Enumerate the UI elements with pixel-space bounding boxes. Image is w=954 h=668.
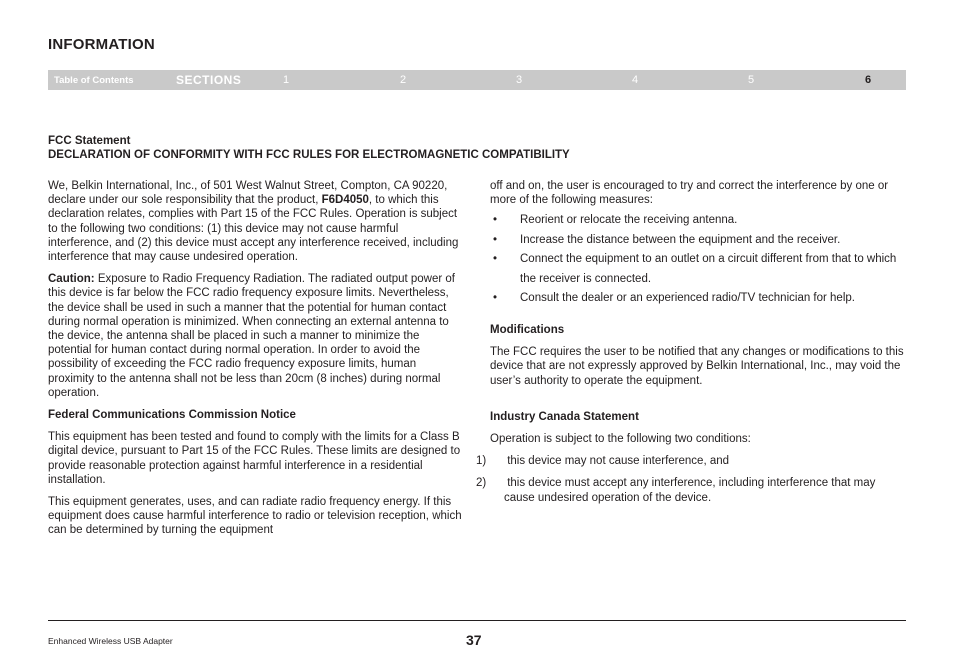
list-item xyxy=(490,211,908,231)
bullet-icon: • xyxy=(493,253,498,266)
fcc-heading-block xyxy=(48,134,570,162)
product-code: F6D4050 xyxy=(321,194,369,207)
industry-canada-heading: Industry Canada Statement xyxy=(490,410,639,423)
list-item-text: Connect the equipment to an outlet on a circuit different from that to which the receiver is connected. xyxy=(520,253,897,285)
section-link-6[interactable]: 6 xyxy=(865,74,872,86)
declaration-paragraph xyxy=(48,179,462,264)
bullet-icon: • xyxy=(493,214,498,227)
footer-divider xyxy=(48,620,906,621)
list-item xyxy=(490,289,908,309)
sections-label: SECTIONS xyxy=(176,73,242,87)
list-item xyxy=(476,476,908,504)
left-column xyxy=(48,179,462,546)
bullet-icon: • xyxy=(493,233,498,246)
fcc-notice-paragraph-2: This equipment generates, uses, and can radiate radio frequency energy. If this equipment does cause harmful interference to radio or television reception, which can be determined by turning the equipment xyxy=(48,496,462,537)
measures-list xyxy=(490,211,908,309)
footer-product-name: Enhanced Wireless USB Adapter xyxy=(48,636,173,646)
section-link-4[interactable]: 4 xyxy=(632,74,639,86)
caution-text: Exposure to Radio Frequency Radiation. The radiated output power of this device is far below the FCC radio frequency exposure limits. Nevertheless, the device shall be used in such a manner that the potential for human contact during normal operation is minimized. When connecting an external antenna to the device, the antenna shall be placed in such a manner to minimize the potential for human contact during normal operation. In order to avoid the possibility of exceeding the FCC radio frequency exposure limits, human proximity to the antenna shall not be less than 20cm (8 inches) during normal operation. xyxy=(48,273,455,399)
section-link-5[interactable]: 5 xyxy=(748,74,755,86)
list-item-text: Consult the dealer or an experienced radio/TV technician for help. xyxy=(520,292,855,305)
list-item-text: Increase the distance between the equipment and the receiver. xyxy=(520,233,841,246)
list-item xyxy=(490,250,908,289)
list-item-text: this device must accept any interference, including interference that may cause undesired operation of the device. xyxy=(504,477,876,504)
list-item-number: 2) xyxy=(476,477,487,490)
section-nav-bar xyxy=(48,70,906,90)
caution-label: Caution: xyxy=(48,273,95,286)
declaration-text-start: We, Belkin International, Inc., of 501 West Walnut Street, Compton, CA 90220, declare under our sole responsibility that the product, xyxy=(48,180,448,207)
modifications-paragraph: The FCC requires the user to be notified that any changes or modifications to this device that are not expressly approved by Belkin International, Inc., may void the user’s authority to operate the equipment. xyxy=(490,346,904,387)
list-item-text: Reorient or relocate the receiving antenna. xyxy=(520,214,738,227)
fcc-notice-paragraph-1: This equipment has been tested and found to comply with the limits for a Class B digital device, pursuant to Part 15 of the FCC Rules. These limits are designed to provide reasonable protection against harmful interference in a residential installation. xyxy=(48,431,461,486)
list-item xyxy=(490,231,908,251)
page-title: INFORMATION xyxy=(48,36,155,53)
modifications-heading: Modifications xyxy=(490,323,565,336)
bullet-icon: • xyxy=(493,292,498,305)
page-number: 37 xyxy=(466,632,482,648)
section-link-3[interactable]: 3 xyxy=(516,74,523,86)
industry-canada-intro: Operation is subject to the following two conditions: xyxy=(490,432,751,445)
fcc-notice-heading: Federal Communications Commission Notice xyxy=(48,409,296,422)
list-item xyxy=(476,454,908,468)
continuation-paragraph: off and on, the user is encouraged to try and correct the interference by one or more of the following measures: xyxy=(490,180,889,207)
declaration-heading: DECLARATION OF CONFORMITY WITH FCC RULES FOR ELECTROMAGNETIC COMPATIBILITY xyxy=(48,149,570,161)
section-link-1[interactable]: 1 xyxy=(283,74,290,86)
table-of-contents-link[interactable]: Table of Contents xyxy=(54,75,134,86)
caution-paragraph xyxy=(48,272,462,400)
list-item-number: 1) xyxy=(476,455,487,468)
fcc-statement-heading: FCC Statement xyxy=(48,135,131,147)
section-link-2[interactable]: 2 xyxy=(400,74,407,86)
declaration-text-end: , to which this declaration relates, complies with Part 15 of the FCC Rules. Operation is subject to the following two conditions: (1) this device may not cause harmful interference, and (2) this device must accept any interference received, including interference that may cause undesired operation. xyxy=(48,194,459,264)
list-item-text: this device may not cause interference, and xyxy=(507,455,730,468)
right-column xyxy=(476,179,908,513)
